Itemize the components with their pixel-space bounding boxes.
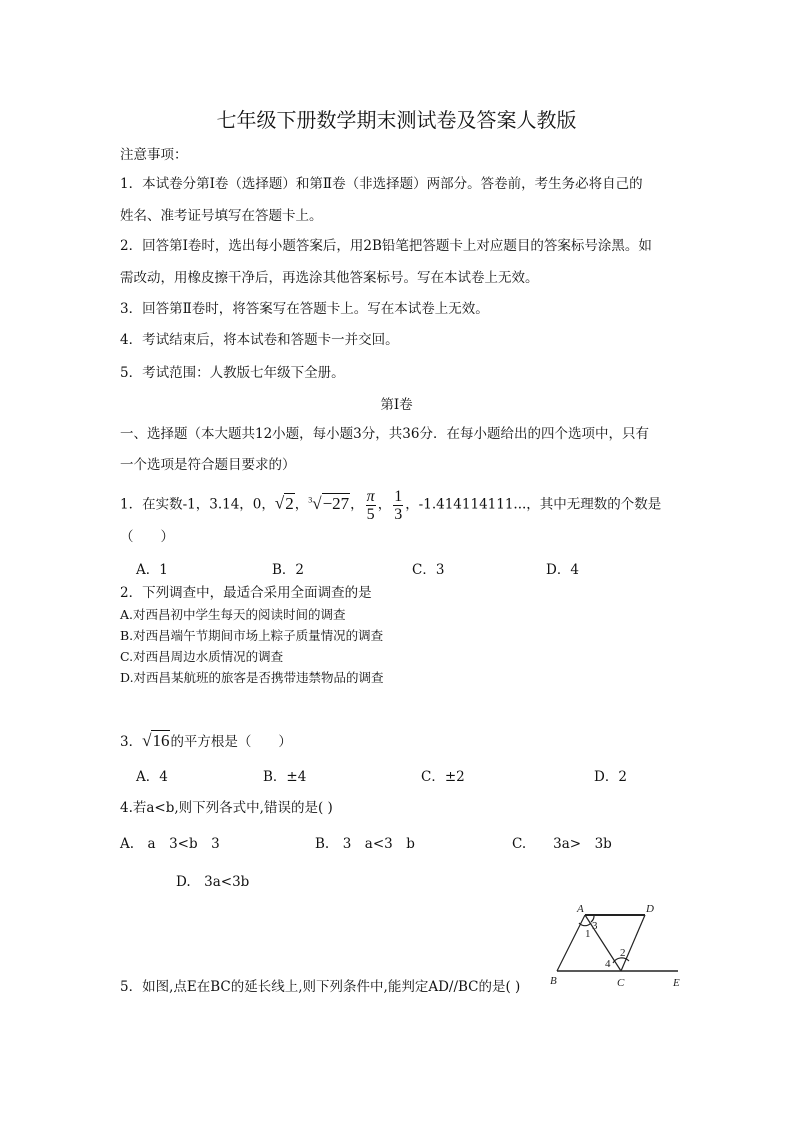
- option-c: C. 3a> 3b: [512, 836, 612, 852]
- option-b: B．2: [272, 562, 305, 578]
- geometry-figure: [545, 898, 690, 990]
- svg-text:2: 2: [620, 947, 626, 959]
- cbrt-neg27: $^3$√−27: [308, 493, 350, 513]
- fraction-one-third: $\frac{1}{3}$: [394, 487, 403, 523]
- option-b: B. 3 a<3 b: [315, 836, 415, 852]
- question-4-stem: 4.若a<b,则下列各式中,错误的是( ): [120, 800, 333, 816]
- q2-option-d: D.对西昌某航班的旅客是否携带违禁物品的调查: [120, 670, 384, 685]
- svg-text:4: 4: [605, 958, 611, 970]
- option-a: A. a 3<b 3: [120, 836, 220, 852]
- question-2-stem: 2．下列调查中，最适合采用全面调查的是: [120, 585, 372, 601]
- note-line: 2．回答第Ⅰ卷时，选出每小题答案后，用2B铅笔把答题卡上对应题目的答案标号涂黑。如: [120, 238, 652, 254]
- section-intro: 一、选择题（本大题共12小题，每小题3分，共36分．在每小题给出的四个选项中，只有: [120, 426, 649, 442]
- sqrt-16: √16: [142, 731, 170, 750]
- q2-option-a: A.对西昌初中学生每天的阅读时间的调查: [120, 607, 346, 622]
- svg-text:3: 3: [592, 920, 598, 932]
- label-b: B: [550, 975, 557, 987]
- option-a: A．1: [136, 562, 168, 578]
- q2-option-c: C.对西昌周边水质情况的调查: [120, 649, 284, 664]
- label-a: A: [577, 903, 584, 915]
- option-a: A．4: [136, 769, 168, 785]
- note-line: 需改动，用橡皮擦干净后，再选涂其他答案标号。写在本试卷上无效。: [120, 270, 539, 286]
- question-5-stem: 5．如图,点E在BC的延长线上,则下列条件中,能判定AD//BC的是( ): [120, 979, 521, 995]
- label-c: C: [617, 977, 625, 989]
- q1-suffix: ，-1.414114111...，其中无理数的个数是: [405, 496, 662, 513]
- option-d: D．2: [594, 769, 627, 785]
- option-d: D. 3a<3b: [176, 874, 250, 890]
- note-line: 1．本试卷分第Ⅰ卷（选择题）和第Ⅱ卷（非选择题）两部分。答卷前，考生务必将自己的: [120, 176, 643, 192]
- svg-text:1: 1: [585, 928, 591, 940]
- question-1-stem: 1．在实数-1，3.14，0，√2，$^3$√−27， $\frac{\pi}{5}$ ， $\frac{1}{3}$ ，-1.414114111...，其中无理数的个数是: [120, 487, 662, 523]
- note-line: 3．回答第Ⅱ卷时，将答案写在答题卡上。写在本试卷上无效。: [120, 301, 489, 317]
- question-3-stem: 3．√16的平方根是（ ）: [120, 731, 292, 750]
- answer-paren: （ ）: [120, 529, 174, 545]
- notes-heading: 注意事项：: [120, 147, 188, 163]
- label-e: E: [673, 977, 680, 989]
- option-c: C．±2: [421, 769, 465, 785]
- option-d: D．4: [546, 562, 579, 578]
- sqrt-2: √2: [274, 493, 294, 513]
- section-intro: 一个选项是符合题目要求的）: [120, 457, 296, 473]
- section-title: 第Ⅰ卷: [380, 397, 413, 413]
- note-line: 5．考试范围：人教版七年级下全册。: [120, 365, 345, 381]
- note-line: 姓名、准考证号填写在答题卡上。: [120, 208, 323, 224]
- note-line: 4．考试结束后，将本试卷和答题卡一并交回。: [120, 332, 399, 348]
- label-d: D: [646, 903, 654, 915]
- option-c: C．3: [412, 562, 445, 578]
- option-b: B．±4: [263, 769, 307, 785]
- q2-option-b: B.对西昌端午节期间市场上粽子质量情况的调查: [120, 628, 384, 643]
- page-title: 七年级下册数学期末测试卷及答案人教版: [216, 108, 577, 132]
- q1-prefix: 1．在实数-1，3.14，0，: [120, 496, 275, 513]
- fraction-pi-over-5: $\frac{\pi}{5}$: [366, 487, 375, 523]
